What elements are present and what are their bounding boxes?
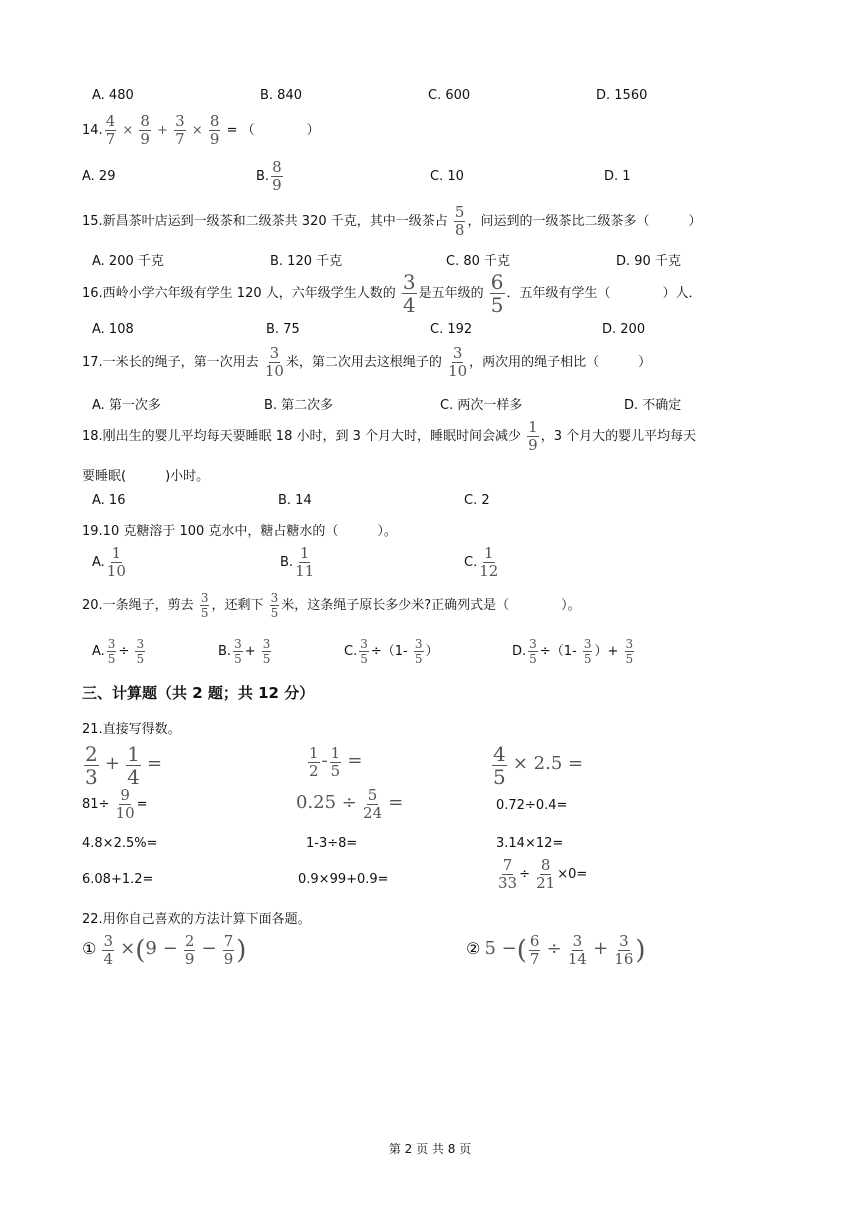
q22-expression-2: ② 5 −( $\frac{6}{7}$ ÷ $\frac{3}{14}$ + $\frac{3}{16}$ )	[466, 932, 646, 968]
q14-number: 14.	[82, 123, 103, 138]
question-16: 16.西岭小学六年级有学生 120 人，六年级学生人数的 $\frac{3}{4}$ 是五年级的 $\frac{6}{5}$ ．五年级有学生（ ）人．	[82, 270, 702, 317]
question-18-cont: 要睡眠( )小时。	[82, 469, 210, 484]
q14-option-d: D. 1	[604, 169, 631, 184]
question-19: 19.10 克糖溶于 100 克水中，糖占糖水的（ ）。	[82, 524, 397, 539]
q16-option-a: A. 108	[92, 322, 134, 337]
q14-answer-blank: = （ ）	[226, 123, 320, 138]
q14-option-a: A. 29	[82, 169, 116, 184]
question-18: 18.刚出生的婴儿平均每天要睡眠 18 小时，到 3 个月大时，睡眠时间会减少 $\frac{1}{9}$ ，3 个月大的婴儿平均每天	[82, 418, 697, 454]
fraction: $\frac{5}{8}$	[454, 203, 465, 239]
q18-option-b: B. 14	[278, 493, 312, 508]
q18-option-a: A. 16	[92, 493, 126, 508]
fraction: $\frac{1}{9}$	[528, 418, 538, 454]
page-footer: 第 2 页 共 8 页	[388, 1142, 472, 1156]
question-20: 20.一条绳子，剪去 $\frac{3}{5}$ ，还剩下 $\frac{3}{5}$ 米，这条绳子原长多少米?正确列式是（ ）。	[82, 591, 581, 620]
plus-sign: +	[157, 123, 169, 138]
q20-option-a: A. $\frac{3}{5}$ ÷ $\frac{3}{5}$	[92, 637, 145, 666]
question-15: 15.新昌茶叶店运到一级茶和二级茶共 320 千克，其中一级茶占 $\frac{5}{8}$ ，问运到的一级茶比二级茶多（ ）	[82, 203, 702, 239]
fraction: $\frac{8}{9}$	[272, 158, 282, 194]
fraction: $\frac{3}{7}$	[175, 112, 185, 148]
q22-expression-1: ① $\frac{3}{4}$ ×(9 − $\frac{2}{9}$ − $\frac{7}{9}$ )	[82, 932, 247, 968]
q21-item: 1-3÷8=	[306, 836, 358, 851]
fraction: $\frac{3}{5}$	[270, 591, 279, 620]
q17-option-d: D. 不确定	[624, 398, 682, 413]
q19-option-c: C. $\frac{1}{12}$	[464, 544, 499, 580]
q15-option-b: B. 120 千克	[270, 254, 343, 269]
q21-item: $\frac{7}{33}$ ÷ $\frac{8}{21}$ ×0=	[498, 856, 588, 892]
fraction: $\frac{1}{12}$	[479, 544, 499, 580]
q17-option-b: B. 第二次多	[264, 398, 334, 413]
q21-item: 0.25 ÷ $\frac{5}{24}$ =	[296, 786, 404, 822]
q13-option-c: C. 600	[428, 88, 471, 103]
q17-option-a: A. 第一次多	[92, 398, 161, 413]
section-heading: 三、计算题（共 2 题；共 12 分）	[82, 684, 315, 702]
question-22: 22.用你自己喜欢的方法计算下面各题。	[82, 912, 311, 927]
q21-item: 3.14×12=	[496, 836, 564, 851]
q20-option-b: B. $\frac{3}{5}$ + $\frac{3}{5}$	[218, 637, 271, 666]
fraction: $\frac{3}{10}$	[264, 344, 284, 380]
q16-option-c: C. 192	[430, 322, 473, 337]
q15-option-d: D. 90 千克	[616, 254, 681, 269]
q13-option-d: D. 1560	[596, 88, 648, 103]
q17-option-c: C. 两次一样多	[440, 398, 523, 413]
q16-option-d: D. 200	[602, 322, 646, 337]
q21-item: $\frac{2}{3}$ + $\frac{1}{4}$ =	[85, 742, 163, 789]
q16-option-b: B. 75	[266, 322, 300, 337]
q14-option-c: C. 10	[430, 169, 464, 184]
q20-option-c: C. $\frac{3}{5}$ ÷（1- $\frac{3}{5}$ ）	[344, 637, 439, 666]
q21-item: 0.72÷0.4=	[496, 798, 568, 813]
fraction: $\frac{3}{5}$	[200, 591, 209, 620]
q19-option-a: A. $\frac{1}{10}$	[92, 544, 126, 580]
q13-option-b: B. 840	[260, 88, 302, 103]
times-sign: ×	[122, 123, 134, 138]
q21-item: $\frac{4}{5}$ × 2.5 =	[493, 742, 584, 789]
q21-item: 4.8×2.5%=	[82, 836, 158, 851]
q21-item: 6.08+1.2=	[82, 872, 154, 887]
fraction: $\frac{8}{9}$	[140, 112, 150, 148]
q15-option-a: A. 200 千克	[92, 254, 164, 269]
q15-option-c: C. 80 千克	[446, 254, 511, 269]
q21-item: $\frac{1}{2}$ - $\frac{1}{5}$ =	[309, 744, 363, 780]
q18-option-c: C. 2	[464, 493, 490, 508]
question-17: 17.一米长的绳子，第一次用去 $\frac{3}{10}$ 米，第二次用去这根绳子的 $\frac{3}{10}$ ，两次用的绳子相比（ ）	[82, 344, 652, 380]
fraction: $\frac{4}{7}$	[105, 112, 116, 148]
fraction: $\frac{1}{10}$	[106, 544, 126, 580]
question-21: 21.直接写得数。	[82, 722, 181, 737]
fraction: $\frac{3}{4}$	[402, 270, 416, 317]
q14-option-b: B. $\frac{8}{9}$	[256, 158, 282, 194]
fraction: $\frac{3}{10}$	[448, 344, 468, 380]
q21-item: 0.9×99+0.9=	[298, 872, 389, 887]
question-14	[82, 114, 320, 147]
fraction: $\frac{1}{11}$	[295, 544, 315, 580]
fraction: $\frac{8}{9}$	[209, 112, 220, 148]
q19-option-b: B. $\frac{1}{11}$	[280, 544, 315, 580]
fraction: $\frac{6}{5}$	[490, 270, 504, 317]
q21-item: 81÷ $\frac{9}{10}$ =	[82, 786, 148, 822]
times-sign: ×	[191, 123, 203, 138]
q13-option-a: A. 480	[92, 88, 134, 103]
q20-option-d: D. $\frac{3}{5}$ ÷（1- $\frac{3}{5}$ ）+ $\frac{3}{5}$	[512, 637, 634, 666]
